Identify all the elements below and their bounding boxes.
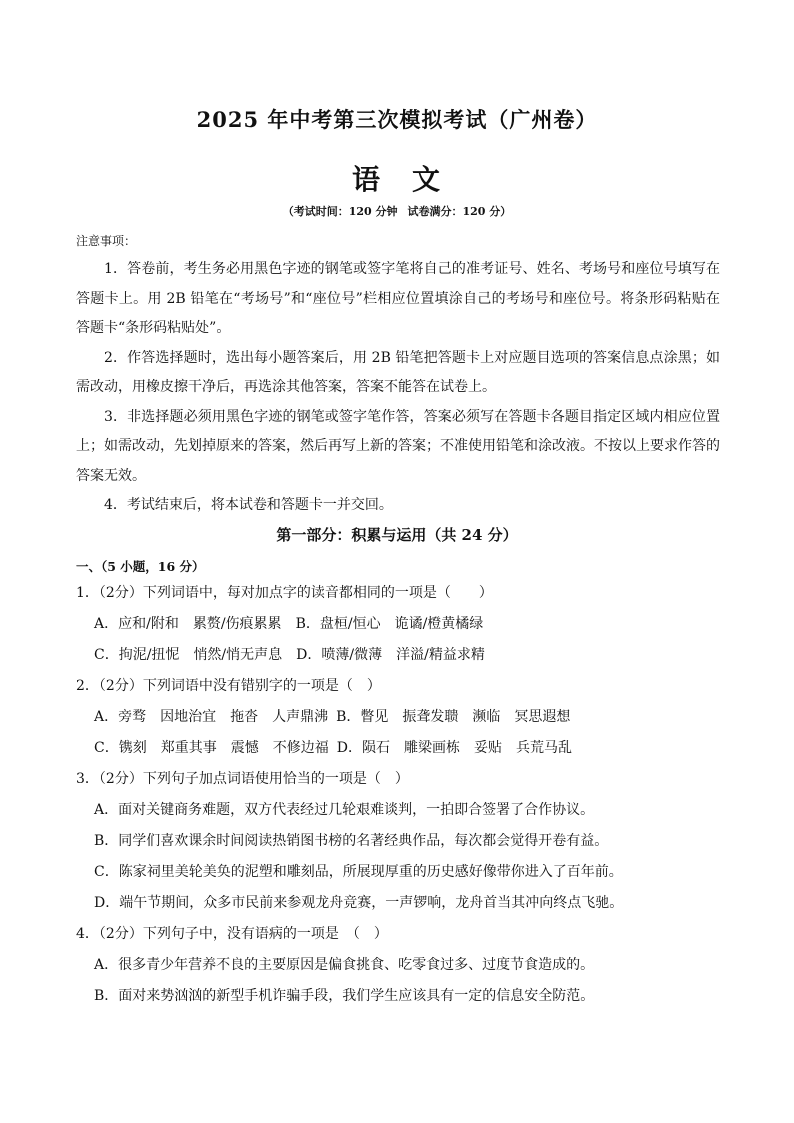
option-word: 拖沓 — [230, 709, 259, 725]
question-4-stem: 4．（2分）下列句子中，没有语病的一项是 （ ） — [76, 926, 388, 942]
option-word: 镌刻 — [118, 740, 147, 756]
question-1-options-ab — [76, 609, 726, 640]
subject-char-2: 文 — [412, 163, 443, 196]
option-word: 雕梁画栋 — [403, 740, 460, 756]
option-word: 兵荒马乱 — [515, 740, 572, 756]
subject-title — [0, 158, 794, 198]
option-label: A． — [94, 709, 119, 725]
question-4-option-b: B．面对来势汹汹的新型手机诈骗手段，我们学生应该具有一定的信息安全防范。 — [94, 988, 595, 1004]
question-3-option-a: A．面对关键商务难题，双方代表经过几轮艰难谈判，一拍即合签署了合作协议。 — [94, 802, 595, 818]
note-item: 4．考试结束后，将本试卷和答题卡一并交回。 — [104, 497, 393, 513]
question-2-options-ab — [76, 702, 726, 733]
exam-score: 试卷满分：120 分） — [407, 205, 512, 218]
option-word: 振聋发聩 — [402, 709, 459, 725]
option-text: 诡谲/橙黄橘绿 — [394, 616, 484, 632]
option-label: C． — [94, 740, 119, 756]
option-text: 累赘/伤痕累累 — [192, 616, 282, 632]
question-3-option-b: B．同学们喜欢课余时间阅读热销图书榜的名著经典作品，每次都会觉得开卷有益。 — [94, 833, 609, 849]
notes-list — [76, 255, 720, 521]
option-word: 瞥见 — [360, 709, 389, 725]
option-label: D． — [336, 740, 362, 756]
option-text: 应和/附和 — [118, 616, 179, 632]
question-3-option-d: D．端午节期间，众多市民前来参观龙舟竞赛，一声锣响，龙舟首当其冲向终点飞驰。 — [94, 895, 624, 911]
option-label: C． — [94, 647, 119, 663]
question-3-stem: 3．（2分）下列句子加点词语使用恰当的一项是（ ） — [76, 771, 409, 787]
option-word: 因地治宜 — [160, 709, 217, 725]
option-text: 盘桓/恒心 — [319, 616, 381, 632]
question-3-option-c: C．陈家祠里美轮美奂的泥塑和雕刻品，所展现厚重的历史感好像带你进入了百年前。 — [94, 864, 623, 880]
subject-char-1: 语 — [351, 163, 382, 196]
question-2-options-cd — [76, 733, 726, 764]
question-1-stem: 1．（2分）下列词语中，每对加点字的读音都相同的一项是（ ） — [76, 585, 493, 601]
question-2-stem: 2．（2分）下列词语中没有错别字的一项是（ ） — [76, 678, 381, 694]
part-title: 第一部分：积累与运用（共 24 分） — [276, 526, 518, 544]
option-text: 悄然/悄无声息 — [193, 647, 283, 663]
option-text: 喷薄/微薄 — [321, 647, 383, 663]
option-word: 冥思遐想 — [514, 709, 571, 725]
question-list — [76, 578, 726, 1012]
option-word: 郑重其事 — [160, 740, 217, 756]
option-text: 拘泥/扭怩 — [118, 647, 180, 663]
option-label: B． — [336, 709, 361, 725]
exam-time: （考试时间：120 分钟 — [282, 205, 398, 218]
option-word: 旁骛 — [118, 709, 147, 725]
exam-info — [0, 203, 794, 219]
option-label: D． — [296, 647, 322, 663]
option-word: 不修边福 — [272, 740, 329, 756]
question-4-option-a: A．很多青少年营养不良的主要原因是偏食挑食、吃零食过多、过度节食造成的。 — [94, 957, 595, 973]
note-item: 3．非选择题必须用黑色字迹的钢笔或签字笔作答，答案必须写在答题卡各题目指定区域内相应位置上；如需改动，先划掉原来的答案，然后再写上新的答案；不准使用铅笔和涂改液。不按以上要求作答的答案无效。 — [76, 408, 720, 484]
option-text: 洋溢/精益求精 — [396, 647, 485, 663]
exam-title: 2025 年中考第三次模拟考试（广州卷） — [196, 107, 598, 132]
note-item: 1．答卷前，考生务必用黑色字迹的钢笔或签字笔将自己的准考证号、姓名、考场号和座位号填写在答题卡上。用 2B 铅笔在“考场号”和“座位号”栏相应位置填涂自己的考场号和座位号。将条形码粘贴在答题卡“条形码粘贴处”。 — [76, 261, 720, 336]
option-word: 妥贴 — [473, 740, 502, 756]
option-word: 陨石 — [361, 740, 390, 756]
question-1-options-cd — [76, 640, 726, 671]
option-word: 震憾 — [230, 740, 259, 756]
section-heading: 一、（5 小题，16 分） — [76, 559, 205, 574]
note-item: 2．作答选择题时，选出每小题答案后，用 2B 铅笔把答题卡上对应题目选项的答案信息点涂黑；如需改动，用橡皮擦干净后，再选涂其他答案，答案不能答在试卷上。 — [76, 349, 720, 395]
option-label: A． — [94, 616, 119, 632]
option-label: B． — [295, 616, 320, 632]
option-word: 人声鼎沸 — [272, 709, 329, 725]
option-word: 濒临 — [472, 709, 501, 725]
notes-title: 注意事项： — [76, 234, 137, 248]
